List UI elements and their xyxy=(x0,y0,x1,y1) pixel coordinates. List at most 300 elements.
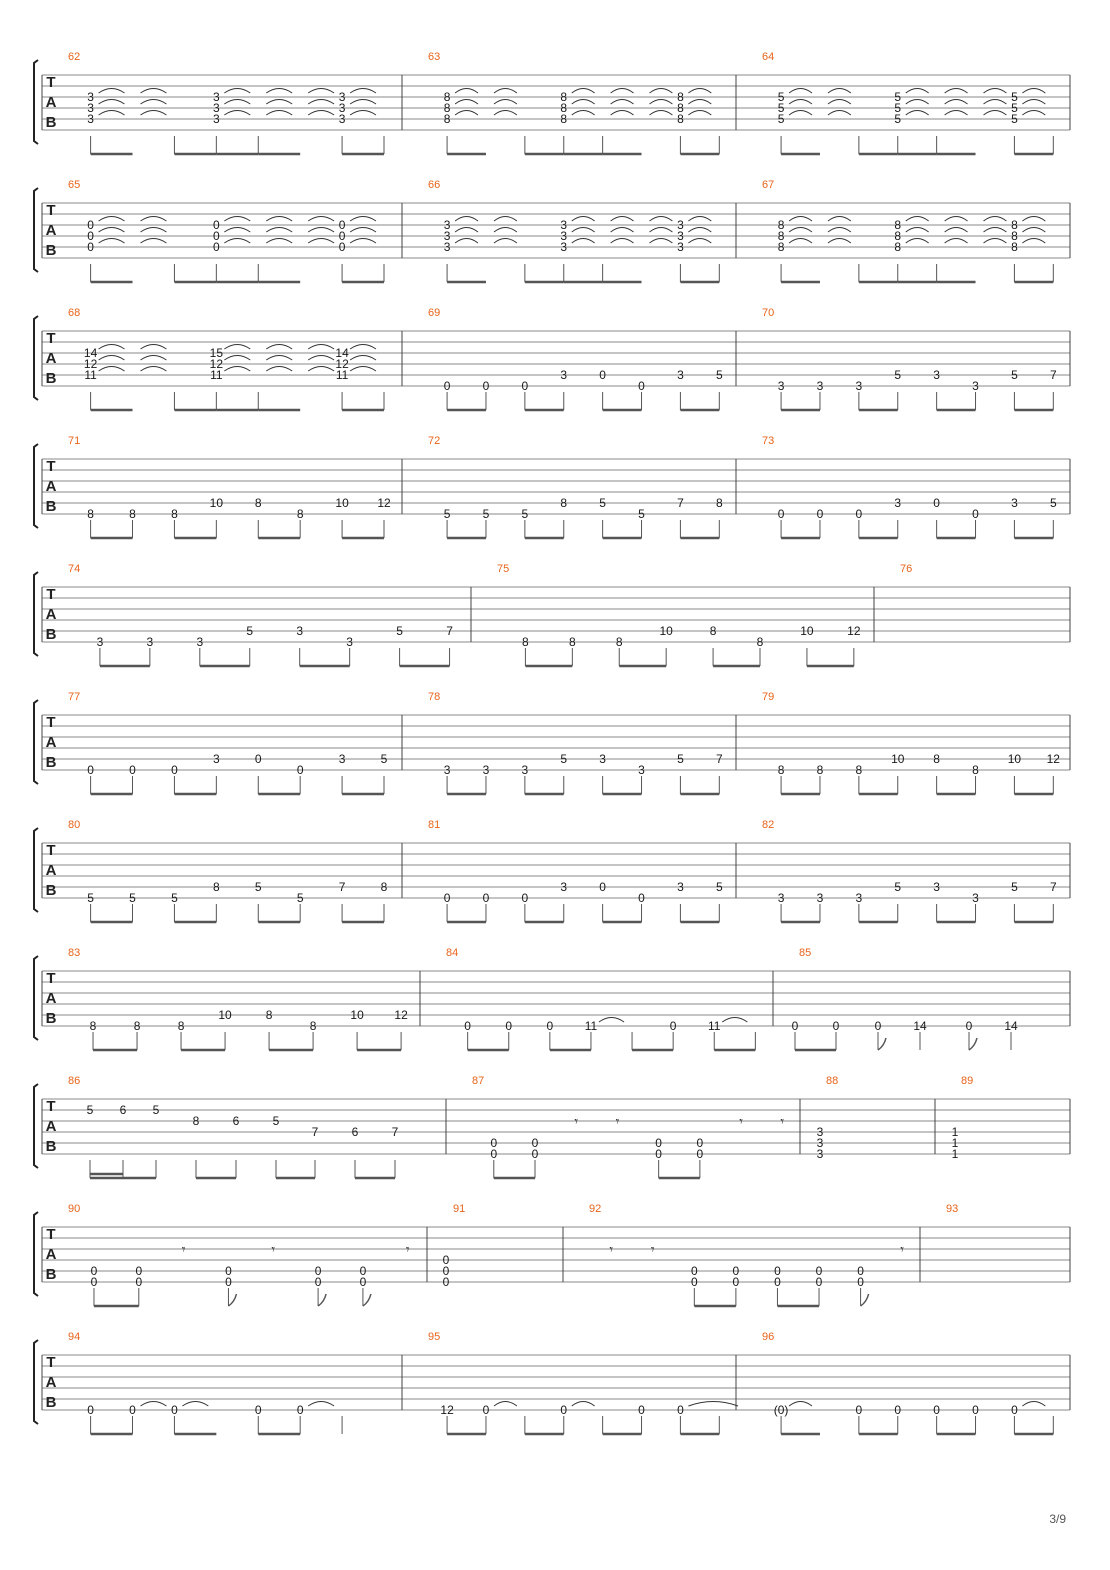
fret-number: 8 xyxy=(777,763,785,777)
tie-arc xyxy=(455,228,478,233)
fret-number: 11 xyxy=(708,1019,721,1033)
measure-number: 88 xyxy=(826,1075,839,1087)
fret-number: 3 xyxy=(972,379,979,393)
tie-arc xyxy=(141,100,167,105)
tie-arc xyxy=(308,100,334,105)
fret-number: 0 xyxy=(599,368,606,382)
measure xyxy=(68,947,408,1050)
fret-number: 8 xyxy=(777,229,785,243)
tie-arc xyxy=(308,111,334,116)
fret-number: 3 xyxy=(87,112,94,126)
fret-number: 3 xyxy=(338,752,346,766)
tab-clef-letter: B xyxy=(45,242,57,259)
fret-number: 10 xyxy=(335,496,349,510)
tie-arc xyxy=(906,100,929,105)
fret-number: 8 xyxy=(254,496,262,510)
tab-clef-letter: B xyxy=(45,114,57,131)
fret-number: 0 xyxy=(690,1264,698,1278)
measure-number: 79 xyxy=(762,691,775,703)
measure-number: 91 xyxy=(453,1203,466,1215)
tie-arc xyxy=(789,239,812,244)
tie-arc xyxy=(572,100,595,105)
tie-arc xyxy=(494,111,517,116)
fret-number: (0) xyxy=(773,1403,789,1417)
tab-clef-letter: T xyxy=(46,1226,56,1243)
fret-number: 0 xyxy=(212,240,220,254)
measure xyxy=(762,1331,1053,1434)
fret-number: 8 xyxy=(855,763,863,777)
tie-arc xyxy=(266,345,292,350)
tie-arc xyxy=(266,367,292,372)
fret-number: 0 xyxy=(171,763,178,777)
tie-arc xyxy=(906,217,929,222)
fret-number: 0 xyxy=(87,218,94,232)
fret-number: 3 xyxy=(96,635,104,649)
system-bracket xyxy=(34,188,38,272)
fret-number: 3 xyxy=(972,891,979,905)
eighth-rest: 𝄾 xyxy=(574,1114,579,1130)
fret-number: 5 xyxy=(443,507,451,521)
tie-arc xyxy=(722,1018,747,1023)
measure-number: 72 xyxy=(428,435,441,447)
tie-arc xyxy=(266,89,292,94)
tie-arc xyxy=(182,1402,208,1407)
fret-number: 8 xyxy=(309,1019,317,1033)
tie-arc xyxy=(141,1402,167,1407)
tie-arc xyxy=(789,1402,812,1407)
tie-arc xyxy=(308,345,334,350)
tab-clef-letter: A xyxy=(45,1374,57,1391)
tie-arc xyxy=(906,111,929,116)
fret-number: 0 xyxy=(791,1019,799,1033)
fret-number: 3 xyxy=(212,112,220,126)
fret-number: 8 xyxy=(560,112,568,126)
measure xyxy=(589,1203,904,1306)
fret-number: 0 xyxy=(655,1147,662,1161)
tie-arc xyxy=(455,217,478,222)
tie-arc xyxy=(650,111,673,116)
tie-arc xyxy=(99,89,125,94)
tie-arc xyxy=(611,228,634,233)
tie-arc xyxy=(99,356,125,361)
tab-clef-letter: T xyxy=(46,330,56,347)
fret-number: 3 xyxy=(855,379,863,393)
measure-number: 69 xyxy=(428,307,441,319)
fret-number: 5 xyxy=(1011,90,1018,104)
measure xyxy=(428,819,723,922)
fret-number: 0 xyxy=(777,507,785,521)
fret-number: 3 xyxy=(196,635,204,649)
tie-arc xyxy=(1022,239,1045,244)
measure xyxy=(428,179,719,282)
tie-arc xyxy=(984,217,1007,222)
fret-number: 3 xyxy=(816,379,824,393)
fret-number: 3 xyxy=(146,635,154,649)
fret-number: 0 xyxy=(774,1264,781,1278)
fret-number: 8 xyxy=(443,90,451,104)
fret-number: 0 xyxy=(464,1019,471,1033)
measure xyxy=(472,1075,784,1178)
fret-number: 7 xyxy=(715,752,723,766)
measure-number: 62 xyxy=(68,51,81,63)
measure-number: 84 xyxy=(446,947,459,959)
tie-arc xyxy=(99,239,125,244)
tie-arc xyxy=(789,228,812,233)
measure xyxy=(792,947,1018,1050)
tie-arc xyxy=(494,228,517,233)
tie-arc xyxy=(308,367,334,372)
fret-number: 7 xyxy=(446,624,453,638)
fret-number: 3 xyxy=(677,368,684,382)
measure-number: 78 xyxy=(428,691,441,703)
system-bracket xyxy=(34,316,38,400)
fret-number: 8 xyxy=(1011,240,1018,254)
fret-number: 3 xyxy=(816,1136,824,1150)
tie-arc xyxy=(984,89,1007,94)
tab-system xyxy=(34,947,1070,1050)
fret-number: 3 xyxy=(338,90,346,104)
fret-number: 0 xyxy=(296,1403,304,1417)
tab-clef-letter: B xyxy=(45,882,57,899)
eighth-rest: 𝄾 xyxy=(650,1242,655,1258)
measure-number: 87 xyxy=(472,1075,485,1087)
tab-clef-letter: B xyxy=(45,1138,57,1155)
tie-arc xyxy=(1022,217,1045,222)
fret-number: 3 xyxy=(443,229,451,243)
fret-number: 5 xyxy=(560,752,568,766)
fret-number: 0 xyxy=(972,1403,979,1417)
fret-number: 0 xyxy=(87,1403,94,1417)
fret-number: 5 xyxy=(638,507,645,521)
tie-arc xyxy=(350,367,376,372)
eighth-rest: 𝄾 xyxy=(780,1114,785,1130)
fret-number: 3 xyxy=(560,880,568,894)
fret-number: 0 xyxy=(832,1019,840,1033)
tab-clef-letter: T xyxy=(46,458,56,475)
measure-number: 68 xyxy=(68,307,81,319)
measure-number: 85 xyxy=(799,947,812,959)
fret-number: 1 xyxy=(951,1125,959,1139)
fret-number: 0 xyxy=(442,1275,450,1289)
tab-clef-letter: B xyxy=(45,754,57,771)
tie-arc xyxy=(455,89,478,94)
tie-arc xyxy=(572,239,595,244)
tie-arc xyxy=(789,89,812,94)
fret-number: 6 xyxy=(351,1125,359,1139)
measure-number: 80 xyxy=(68,819,81,831)
fret-number: 14 xyxy=(913,1019,927,1033)
fret-number: 8 xyxy=(129,507,136,521)
tie-arc xyxy=(308,1402,334,1407)
tab-clef-letter: B xyxy=(45,370,57,387)
tie-arc xyxy=(224,89,250,94)
eighth-rest: 𝄾 xyxy=(739,1114,743,1130)
system-bracket xyxy=(34,828,38,912)
fret-number: 0 xyxy=(638,379,645,393)
tab-clef-letter: A xyxy=(45,1246,57,1263)
fret-number: 5 xyxy=(599,496,606,510)
fret-number: 8 xyxy=(212,880,220,894)
note-flag xyxy=(878,1038,886,1050)
page-number: 3/9 xyxy=(1049,1512,1066,1526)
tie-arc xyxy=(350,345,376,350)
fret-number: 3 xyxy=(638,763,645,777)
fret-number: 0 xyxy=(690,1275,698,1289)
tie-arc xyxy=(1022,228,1045,233)
fret-number: 0 xyxy=(296,763,304,777)
fret-number: 0 xyxy=(338,240,346,254)
fret-number: 5 xyxy=(894,101,902,115)
fret-number: 8 xyxy=(677,112,684,126)
fret-number: 8 xyxy=(89,1019,97,1033)
fret-number: 7 xyxy=(1049,368,1057,382)
fret-number: 3 xyxy=(212,752,220,766)
measure-number: 93 xyxy=(946,1203,959,1215)
fret-number: 6 xyxy=(119,1103,127,1117)
tie-arc xyxy=(99,217,125,222)
note-flag xyxy=(363,1294,371,1306)
eighth-rest: 𝄾 xyxy=(615,1114,620,1130)
fret-number: 5 xyxy=(1011,112,1018,126)
tie-arc xyxy=(650,228,673,233)
eighth-rest: 𝄾 xyxy=(405,1242,410,1258)
measure-number: 89 xyxy=(961,1075,974,1087)
fret-number: 3 xyxy=(816,1125,824,1139)
tie-arc xyxy=(99,228,125,233)
fret-number: 8 xyxy=(296,507,304,521)
tab-clef-letter: A xyxy=(45,862,57,879)
fret-number: 0 xyxy=(490,1136,498,1150)
tie-arc xyxy=(611,89,634,94)
tab-system xyxy=(34,435,1070,538)
fret-number: 3 xyxy=(521,763,529,777)
fret-number: 3 xyxy=(816,1147,824,1161)
tie-arc xyxy=(224,239,250,244)
measure-number: 76 xyxy=(900,563,913,575)
tie-arc xyxy=(266,100,292,105)
tie-arc xyxy=(266,356,292,361)
fret-number: 8 xyxy=(677,101,684,115)
fret-number: 5 xyxy=(396,624,403,638)
tie-arc xyxy=(350,100,376,105)
tab-system xyxy=(34,563,1070,666)
fret-number: 14 xyxy=(335,346,349,360)
tie-arc xyxy=(141,217,167,222)
system-bracket xyxy=(34,700,38,784)
eighth-rest: 𝄾 xyxy=(609,1242,614,1258)
measure xyxy=(952,1075,974,1161)
tab-clef-letter: B xyxy=(45,1394,57,1411)
note-flag xyxy=(861,1294,869,1306)
tie-arc xyxy=(350,239,376,244)
fret-number: 8 xyxy=(443,112,451,126)
measure-number: 65 xyxy=(68,179,81,191)
fret-number: 8 xyxy=(522,635,529,649)
tie-arc xyxy=(308,239,334,244)
fret-number: 0 xyxy=(254,1403,262,1417)
tie-arc xyxy=(224,345,250,350)
tie-arc xyxy=(828,111,851,116)
fret-number: 10 xyxy=(891,752,905,766)
fret-number: 3 xyxy=(560,229,568,243)
fret-number: 5 xyxy=(777,101,785,115)
fret-number: 8 xyxy=(816,763,824,777)
fret-number: 0 xyxy=(505,1019,513,1033)
tie-arc xyxy=(224,100,250,105)
measure xyxy=(428,51,719,154)
fret-number: 0 xyxy=(135,1275,143,1289)
fret-number: 3 xyxy=(599,752,606,766)
fret-number: 0 xyxy=(599,880,606,894)
measure-number: 77 xyxy=(68,691,81,703)
tie-arc xyxy=(141,239,167,244)
fret-number: 11 xyxy=(84,368,97,382)
fret-number: 3 xyxy=(560,218,568,232)
tie-arc xyxy=(99,111,125,116)
tab-clef-letter: T xyxy=(46,714,56,731)
fret-number: 0 xyxy=(87,229,94,243)
tab-clef-letter: B xyxy=(45,1010,57,1027)
system-bracket xyxy=(34,1084,38,1168)
fret-number: 8 xyxy=(777,240,785,254)
fret-number: 0 xyxy=(933,496,940,510)
fret-number: 3 xyxy=(443,218,451,232)
fret-number: 0 xyxy=(696,1136,704,1150)
tie-arc xyxy=(572,228,595,233)
tie-arc xyxy=(984,111,1007,116)
measure xyxy=(68,179,384,282)
tab-clef-letter: B xyxy=(45,626,57,643)
fret-number: 0 xyxy=(521,891,529,905)
tie-arc xyxy=(984,228,1007,233)
fret-number: 3 xyxy=(933,880,940,894)
fret-number: 3 xyxy=(894,496,902,510)
tie-arc xyxy=(828,89,851,94)
measure-number: 95 xyxy=(428,1331,441,1343)
tie-arc xyxy=(224,228,250,233)
measure-number: 71 xyxy=(68,435,81,447)
measure xyxy=(762,691,1060,794)
tie-arc xyxy=(224,356,250,361)
fret-number: 0 xyxy=(129,763,136,777)
fret-number: 0 xyxy=(874,1019,882,1033)
fret-number: 0 xyxy=(171,1403,178,1417)
fret-number: 8 xyxy=(133,1019,141,1033)
tie-arc xyxy=(494,1402,517,1407)
fret-number: 3 xyxy=(482,763,490,777)
tie-arc xyxy=(906,89,929,94)
fret-number: 5 xyxy=(86,1103,94,1117)
system-bracket xyxy=(34,572,38,656)
tie-arc xyxy=(494,100,517,105)
measure-number: 66 xyxy=(428,179,441,191)
tie-arc xyxy=(141,356,167,361)
fret-number: 7 xyxy=(677,496,684,510)
fret-number: 5 xyxy=(894,112,902,126)
fret-number: 0 xyxy=(482,379,490,393)
measure xyxy=(762,819,1057,922)
fret-number: 8 xyxy=(560,496,568,510)
tab-system xyxy=(34,179,1070,282)
tie-arc xyxy=(494,89,517,94)
fret-number: 0 xyxy=(338,218,346,232)
eighth-rest: 𝄾 xyxy=(900,1242,905,1258)
tie-arc xyxy=(650,89,673,94)
tie-arc xyxy=(688,228,711,233)
fret-number: 3 xyxy=(855,891,863,905)
fret-number: 0 xyxy=(855,1403,863,1417)
fret-number: 10 xyxy=(1007,752,1022,766)
fret-number: 0 xyxy=(314,1275,322,1289)
tab-clef-letter: A xyxy=(45,94,57,111)
measure xyxy=(68,51,384,154)
fret-number: 3 xyxy=(87,101,94,115)
fret-number: 0 xyxy=(857,1275,864,1289)
measure xyxy=(68,819,388,922)
fret-number: 3 xyxy=(443,763,451,777)
measure xyxy=(68,691,388,794)
tie-arc xyxy=(1022,111,1045,116)
fret-number: 8 xyxy=(894,229,902,243)
fret-number: 1 xyxy=(951,1136,959,1150)
fret-number: 0 xyxy=(225,1264,232,1278)
tie-arc xyxy=(828,217,851,222)
measure xyxy=(428,691,723,794)
tie-arc xyxy=(688,1402,738,1407)
tie-arc xyxy=(789,217,812,222)
fret-number: 0 xyxy=(129,1403,136,1417)
measure xyxy=(762,435,1057,538)
tie-arc xyxy=(599,1018,624,1023)
fret-number: 0 xyxy=(655,1136,662,1150)
eighth-rest: 𝄾 xyxy=(271,1242,276,1258)
fret-number: 3 xyxy=(296,624,304,638)
tie-arc xyxy=(650,239,673,244)
tie-arc xyxy=(1022,1402,1045,1407)
fret-number: 14 xyxy=(1004,1019,1018,1033)
tie-arc xyxy=(99,345,125,350)
measure xyxy=(428,435,723,538)
measure-number: 82 xyxy=(762,819,775,831)
fret-number: 5 xyxy=(521,507,529,521)
tie-arc xyxy=(572,1402,595,1407)
fret-number: 0 xyxy=(638,1403,645,1417)
fret-number: 5 xyxy=(894,90,902,104)
fret-number: 11 xyxy=(210,368,223,382)
fret-number: 7 xyxy=(338,880,346,894)
fret-number: 8 xyxy=(560,90,568,104)
fret-number: 0 xyxy=(531,1147,539,1161)
fret-number: 14 xyxy=(83,346,98,360)
fret-number: 10 xyxy=(350,1008,364,1022)
fret-number: 3 xyxy=(933,368,940,382)
tie-arc xyxy=(650,100,673,105)
fret-number: 0 xyxy=(531,1136,539,1150)
tab-system xyxy=(34,1331,1070,1434)
fret-number: 8 xyxy=(443,101,451,115)
tie-arc xyxy=(350,111,376,116)
fret-number: 8 xyxy=(933,752,940,766)
fret-number: 5 xyxy=(380,752,388,766)
fret-number: 3 xyxy=(677,240,684,254)
fret-number: 5 xyxy=(152,1103,160,1117)
fret-number: 0 xyxy=(560,1403,568,1417)
fret-number: 0 xyxy=(546,1019,554,1033)
measure xyxy=(762,307,1057,410)
fret-number: 0 xyxy=(732,1275,740,1289)
measure-number: 70 xyxy=(762,307,775,319)
tie-arc xyxy=(99,100,125,105)
